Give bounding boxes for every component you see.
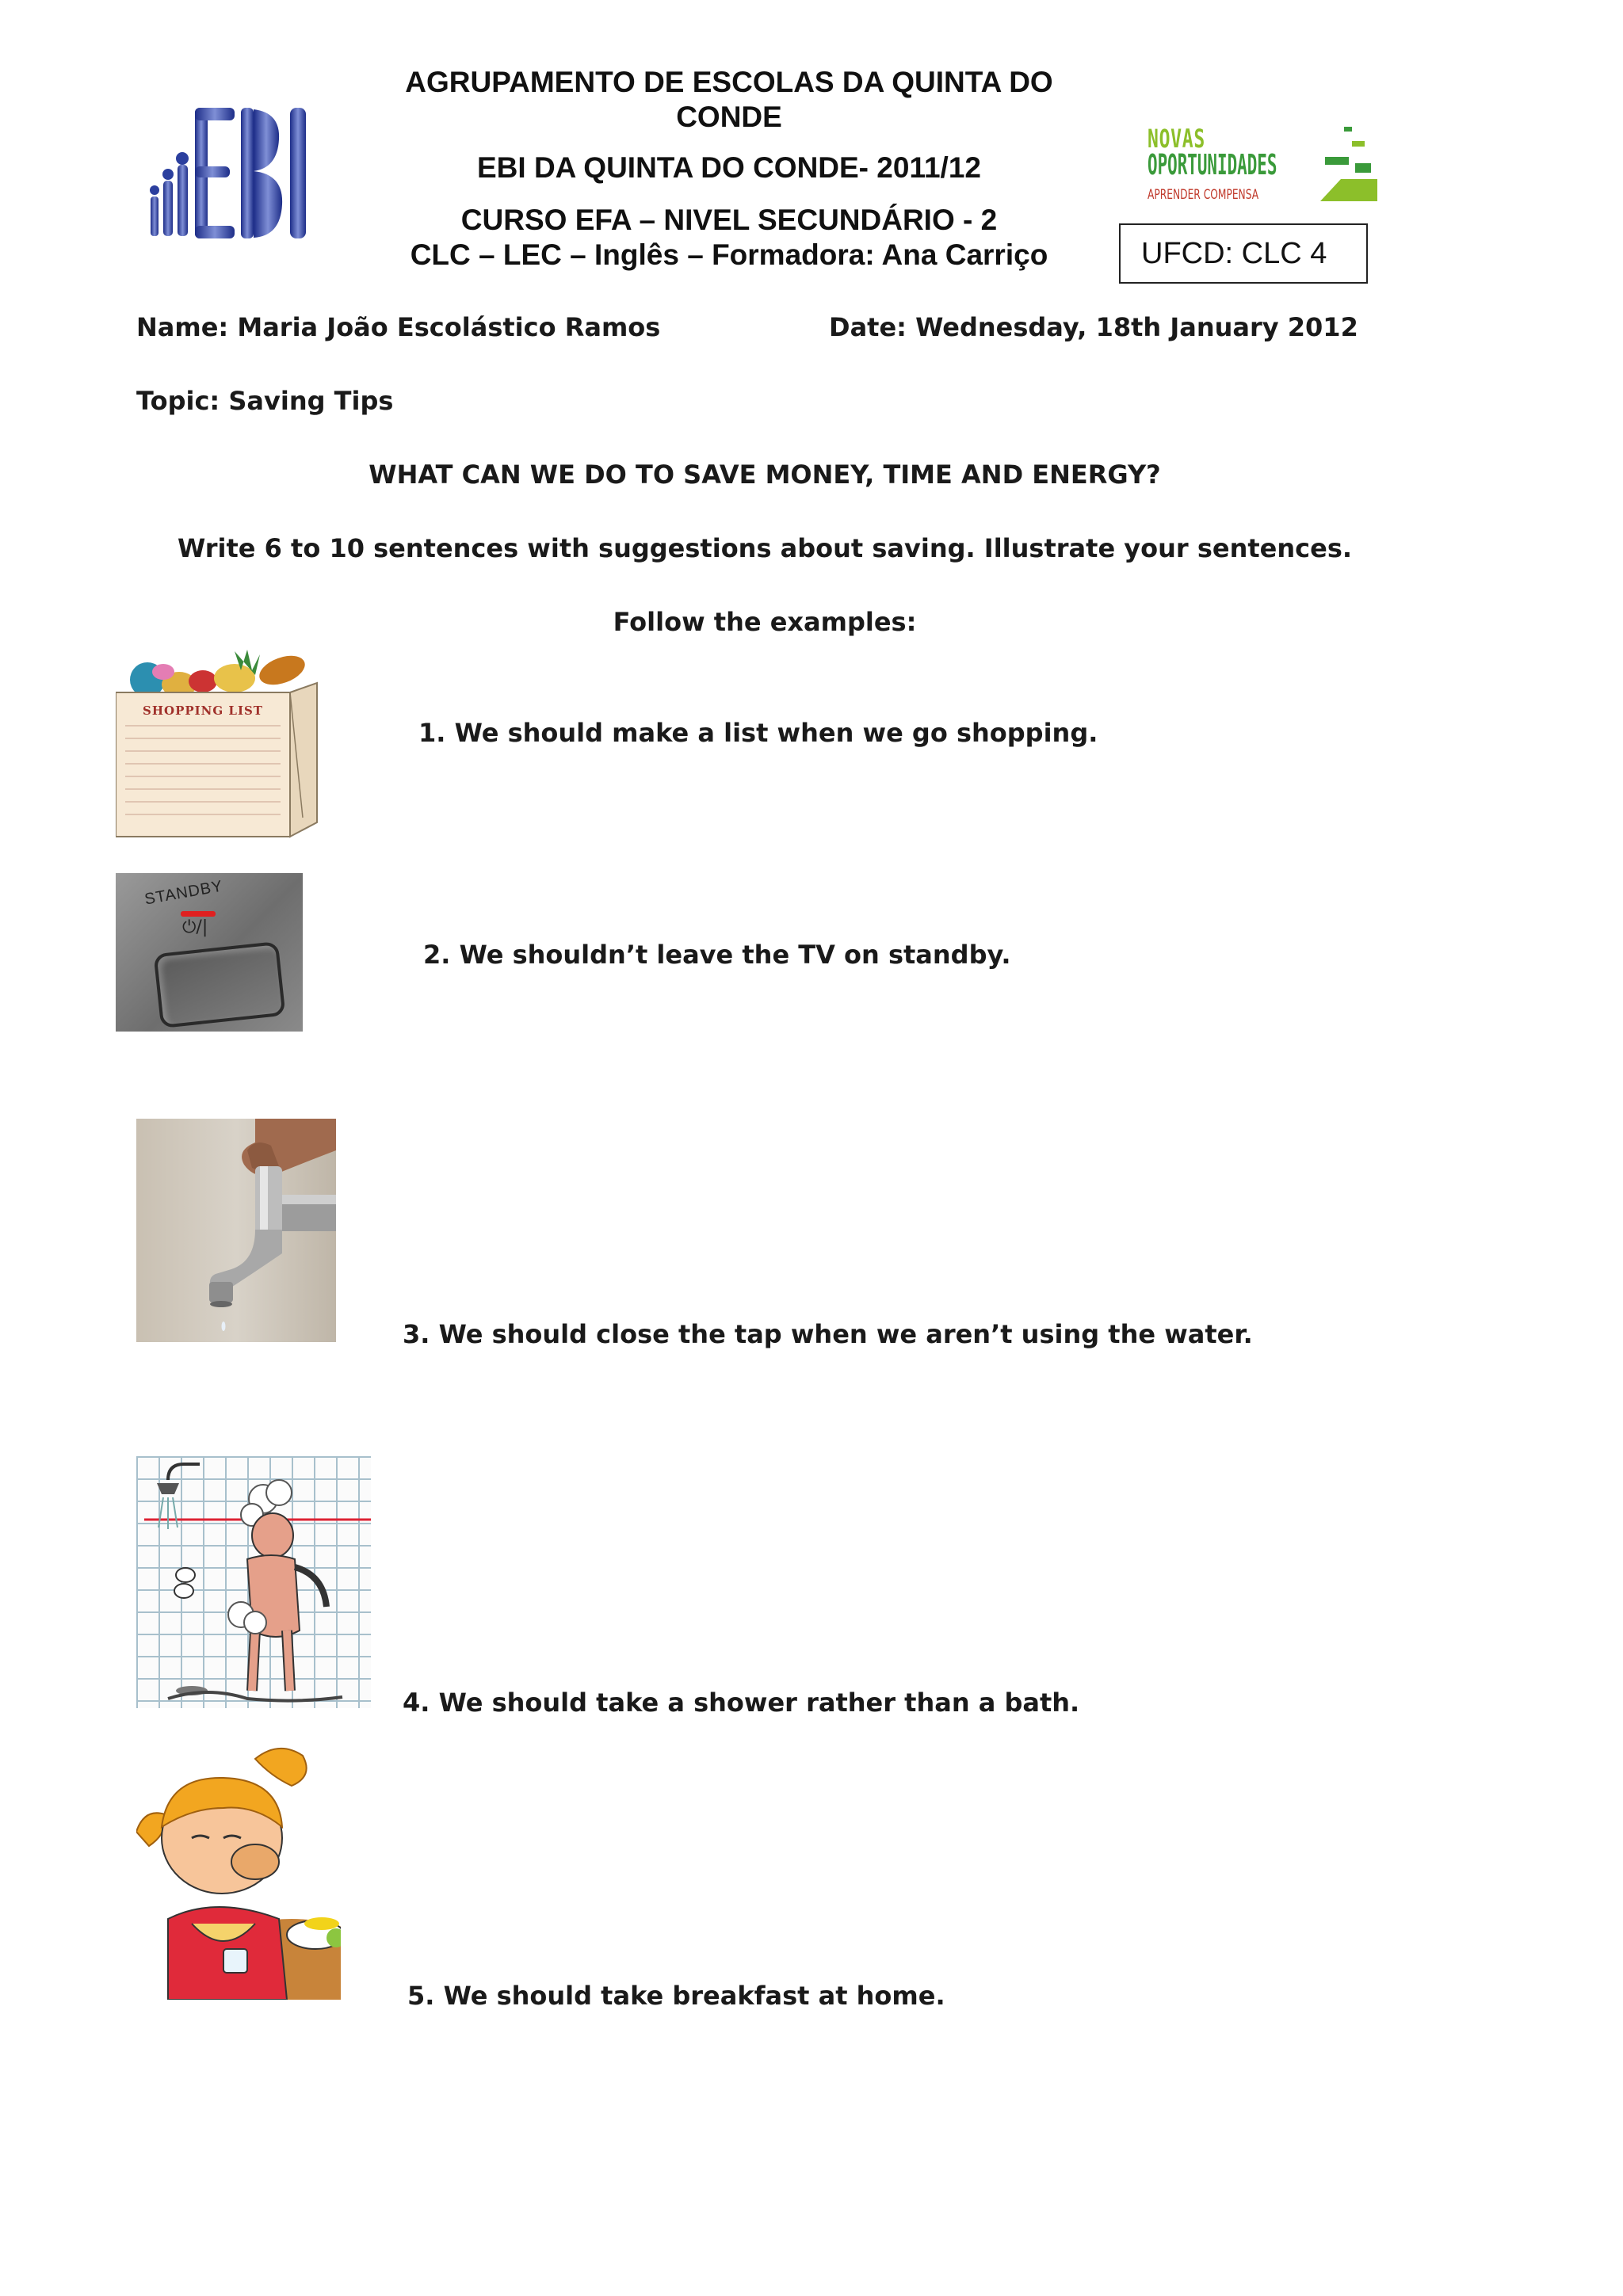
sentence-2: 2. We shouldn’t leave the TV on standby. <box>423 940 1011 970</box>
topic: Topic: Saving Tips <box>136 386 394 416</box>
header-line-1: AGRUPAMENTO DE ESCOLAS DA QUINTA DO <box>405 66 1053 98</box>
novas-oportunidades-logo <box>1148 119 1377 206</box>
novas-arrows-icon <box>1320 124 1377 203</box>
standby-button <box>154 941 286 1028</box>
header-line-5: CLC – LEC – Inglês – Formadora: Ana Carriço <box>410 238 1048 271</box>
novas-text: NOVAS <box>1148 124 1205 154</box>
header-line-4: CURSO EFA – NIVEL SECUNDÁRIO - 2 <box>460 204 998 236</box>
power-icon: ⏻/| <box>182 917 208 937</box>
follow-examples: Follow the examples: <box>613 607 917 637</box>
sentence-4: 4. We should take a shower rather than a bath. <box>403 1688 1080 1718</box>
date: Date: Wednesday, 18th January 2012 <box>829 312 1358 342</box>
shower-illustration <box>136 1456 371 1708</box>
shopping-list-label: SHOPPING LIST <box>143 704 263 718</box>
main-question: WHAT CAN WE DO TO SAVE MONEY, TIME AND ENERGY? <box>369 460 1161 490</box>
sentence-1: 1. We should make a list when we go shopping. <box>418 718 1098 748</box>
standby-button-illustration <box>116 873 303 1032</box>
shopping-bag-illustration <box>116 643 330 838</box>
task-instruction: Write 6 to 10 sentences with suggestions about saving. Illustrate your sentences. <box>177 533 1353 563</box>
sentence-5: 5. We should take breakfast at home. <box>407 1981 945 2011</box>
water-tap-illustration <box>136 1119 336 1342</box>
ebi-logo-text: EBI <box>147 101 149 102</box>
oportunidades-text: OPORTUNIDADES <box>1148 149 1277 181</box>
ufcd-box: UFCD: CLC 4 <box>1119 223 1368 284</box>
sentence-3: 3. We should close the tap when we aren’t using the water. <box>403 1319 1253 1349</box>
ebi-logo <box>147 101 314 244</box>
header-line-3: EBI DA QUINTA DO CONDE- 2011/12 <box>477 151 981 184</box>
header-line-2: CONDE <box>676 101 782 133</box>
standby-led <box>181 911 216 917</box>
student-name: Name: Maria João Escolástico Ramos <box>136 312 661 342</box>
aprender-compensa-text: APRENDER COMPENSA <box>1148 187 1259 203</box>
standby-label: STANDBY <box>143 877 225 909</box>
breakfast-girl-illustration <box>136 1745 341 2000</box>
